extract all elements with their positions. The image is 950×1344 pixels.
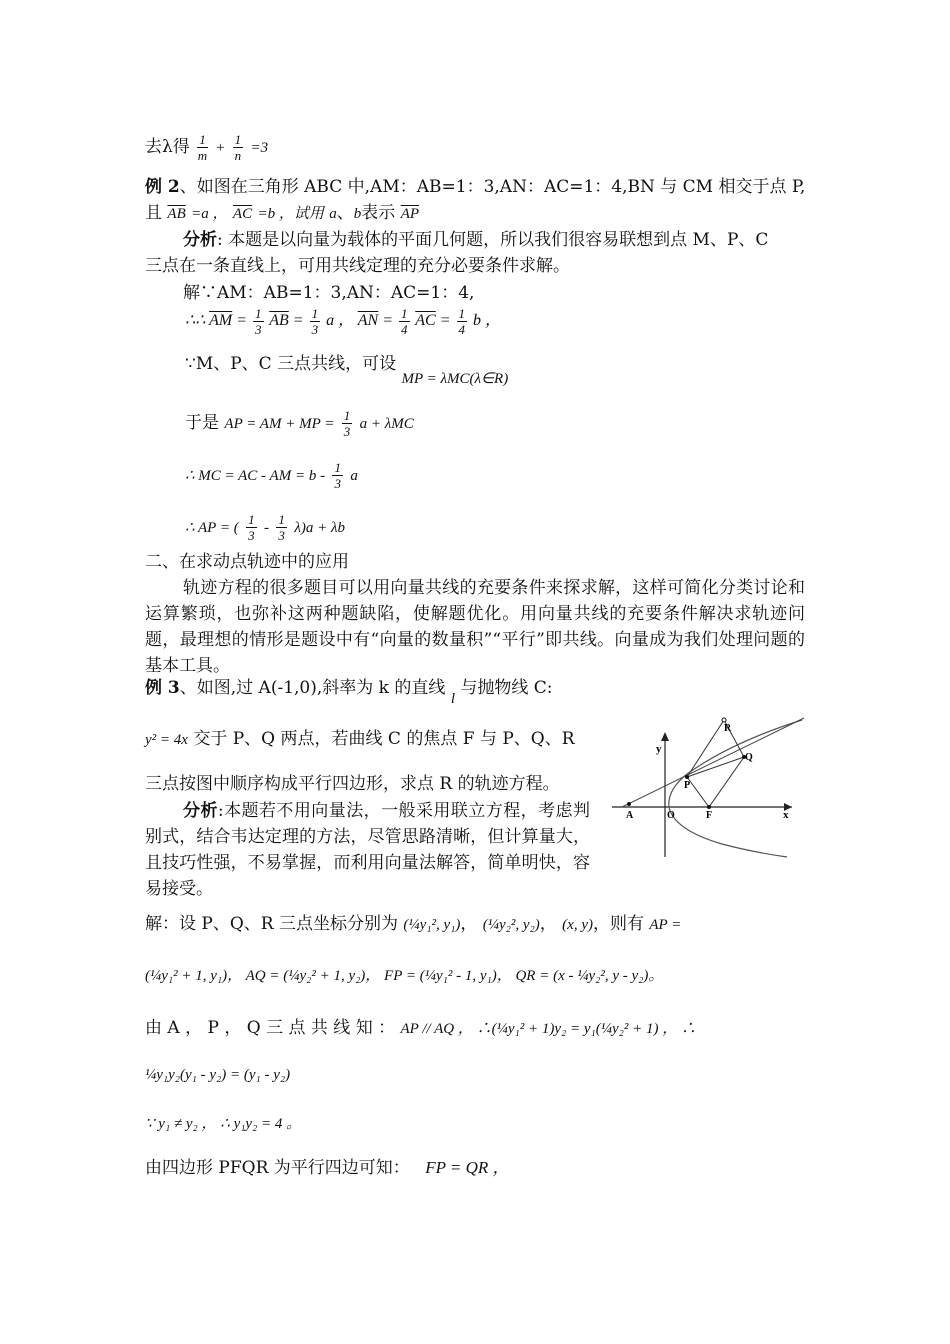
ap-tail: a + λMC <box>359 416 414 432</box>
numerator: 1 <box>199 132 206 147</box>
text-span: 于是 <box>185 413 219 433</box>
denominator: 3 <box>334 476 341 491</box>
solution-text: 由 A ， P ， Q 三 点 共 线 知 ： <box>145 1018 396 1038</box>
equals-3: =3 <box>250 140 269 156</box>
numerator: 1 <box>234 132 242 147</box>
point-p <box>685 775 689 779</box>
denominator: 3 <box>255 322 262 337</box>
separator: 、 <box>336 203 354 223</box>
vector-expressions: (¼y₁² + 1, y₁)， AQ = (¼y₂² + 1, y₂)， FP = (¼y₁² - 1, y₁)， QR = (x - ¼y₂², y - y₂)。 <box>145 968 664 984</box>
solution3-line5 <box>145 1112 301 1136</box>
solution3-line4 <box>145 1063 290 1087</box>
denominator: 3 <box>278 528 285 543</box>
numerator: 1 <box>401 306 408 321</box>
denominator: 3 <box>248 528 255 543</box>
numerator: 1 <box>278 512 285 527</box>
symbol-a: a <box>326 312 335 330</box>
equation-am-an: ∴∴ $\overline{AM}$ = $\frac{1}{3}$ $\overline{AB}$ = $\frac{1}{3}$ a ， $\overline{AN}$ = $\frac{1}{4}$ $\overline{AC}$ = $\frac{1}{4}$ b ， <box>185 306 502 337</box>
denominator: n <box>234 148 242 163</box>
solution-line1 <box>183 281 474 305</box>
mc-expression-line <box>185 460 358 491</box>
paragraph-trajectory <box>145 575 805 679</box>
label-r: R <box>724 723 732 734</box>
collinear-expression: AP // AQ ， ∴(¼y₁² + 1)y₂ = y₁(¼y₂² + 1) ， ∴ <box>400 1021 696 1037</box>
solution-text: 由四边形 PFQR 为平行四边可知： <box>145 1158 410 1178</box>
parabola-equation: y² = 4x <box>145 732 188 748</box>
ap-final-expression: ∴ AP = ( <box>185 520 239 536</box>
point-p-coords: (¼y₁², y₁) <box>403 917 461 933</box>
label-a: A <box>626 810 634 821</box>
section-title: 二、在求动点轨迹中的应用 <box>145 552 349 572</box>
example-label: 例 2 <box>145 177 180 197</box>
line-l <box>622 718 804 807</box>
point-r <box>722 718 726 722</box>
label-p: P <box>684 780 691 791</box>
example-text: 、如图,过 A(-1,0),斜率为 k 的直线 <box>179 678 446 698</box>
point-a <box>627 802 631 806</box>
analysis-text: :本题若不用向量法，一般采用联立方程，考虑判别式，结合韦达定理的方法，尽管思路清晰，但计算量大，且技巧性强，不易掌握，而利用向量法解答，简单明快，容易接受。 <box>145 801 591 899</box>
fraction-1-4 <box>399 306 410 337</box>
text-span: 且 <box>145 203 162 223</box>
section-heading <box>145 550 349 574</box>
result-expression: ∵ y₁ ≠ y₂ ， ∴ y₁y₂ = 4 。 <box>145 1116 302 1132</box>
solution3-line2 <box>145 964 663 988</box>
x-label: x <box>783 809 789 821</box>
ap-final-line: ∴ AP = ( $\frac{1}{3}$ - $\frac{1}{3}$ λ)a + λb <box>185 512 345 543</box>
collinear-text: ∵M、P、C 三点共线，可设 <box>185 354 397 374</box>
equals-a: =a ， <box>191 206 228 222</box>
text-span: 表示 <box>361 203 396 223</box>
analysis-3 <box>145 798 590 902</box>
equals-b: =b ，试用 <box>257 206 324 222</box>
analysis-line1 <box>183 228 768 252</box>
analysis-text: 三点在一条直线上，可用共线定理的充分必要条件求解。 <box>145 256 570 276</box>
line-symbol: l <box>450 691 455 707</box>
product-expression: ¼y₁y₂(y₁ - y₂) = (y₁ - y₂) <box>145 1067 291 1083</box>
numerator: 1 <box>255 306 262 321</box>
plus-sign: + <box>215 140 226 156</box>
parallelogram-pfqr <box>687 720 744 807</box>
solution-text: ，则有 <box>592 914 644 934</box>
vector-an: $\overline{AN}$ <box>357 312 379 330</box>
symbol-b: b <box>473 312 481 330</box>
example-2-line2 <box>145 201 419 226</box>
fraction-1-3 <box>342 408 353 439</box>
label-f: F <box>706 810 713 821</box>
numerator: 1 <box>311 306 319 321</box>
label-o: O <box>667 810 675 821</box>
line-lambda-result <box>145 132 268 163</box>
therefore-symbol: ∴ <box>185 312 196 330</box>
mc-tail: a <box>350 468 358 484</box>
ap-final-tail: λ)a + λb <box>294 520 345 536</box>
point-r-coords: (x, y) <box>562 917 593 933</box>
parabola-figure <box>612 712 812 860</box>
example-2-heading <box>145 175 805 199</box>
analysis-label: 分析 <box>183 801 218 821</box>
analysis-line2 <box>145 254 570 278</box>
vector-ab: $\overline{AB}$ <box>167 206 186 222</box>
vector-am: $\overline{AM}$ <box>209 312 233 330</box>
denominator: 4 <box>458 322 465 337</box>
vector-ab: $\overline{AB}$ <box>269 312 289 330</box>
denominator: 4 <box>401 322 408 337</box>
vector-ap: $\overline{AP}$ <box>400 206 420 222</box>
y-label: y <box>656 743 662 755</box>
analysis-label: 分析 <box>183 230 217 250</box>
fraction-1-m <box>197 132 208 163</box>
ap-expression: AP = AM + MP = <box>224 416 335 432</box>
numerator: 1 <box>458 306 465 321</box>
fraction-1-3 <box>253 306 264 337</box>
ap-expression-line <box>185 408 414 439</box>
text-span: 去λ得 <box>145 137 190 157</box>
label-q: Q <box>745 752 753 763</box>
fraction-1-4 <box>457 306 468 337</box>
vector-ac: $\overline{AC}$ <box>415 312 436 330</box>
example-3-line2 <box>145 727 575 752</box>
example-label: 例 3 <box>145 678 180 698</box>
solution3-line1: 解：设 P、Q、R 三点坐标分别为 (¼y₁², y₁)， (¼y₂², y₂)， (x, y)，则有 AP = <box>145 914 682 934</box>
fraction-1-3 <box>310 306 321 337</box>
fraction-1-3 <box>276 512 287 543</box>
numerator: 1 <box>248 512 255 527</box>
fraction-1-3 <box>246 512 257 543</box>
fraction-1-n <box>233 132 244 163</box>
solution-text: 解∵AM：AB=1：3,AN：AC=1：4, <box>183 283 475 303</box>
example-text: 与抛物线 C: <box>460 678 553 698</box>
symbol-a: a <box>329 206 337 222</box>
vector-ac: $\overline{AC}$ <box>232 206 253 222</box>
solution3-line6 <box>145 1156 510 1180</box>
example-text: 交于 P、Q 两点，若曲线 C 的焦点 F 与 P、Q、R <box>193 729 575 749</box>
mc-expression: ∴ MC = AC - AM = b - <box>185 468 326 484</box>
solution-text: 解：设 P、Q、R 三点坐标分别为 <box>145 914 398 934</box>
example-3-heading <box>145 676 553 707</box>
numerator: 1 <box>334 460 341 475</box>
collinear-line <box>185 352 509 387</box>
denominator: m <box>197 148 208 163</box>
vector-ap: AP = <box>649 917 682 933</box>
y-arrow-icon <box>661 732 669 741</box>
denominator: 3 <box>343 424 351 439</box>
mp-expression: MP = λMC(λ∈R) <box>401 371 509 387</box>
therefore-symbol: ∴ <box>195 312 206 330</box>
solution3-line3 <box>145 1016 696 1041</box>
segment-pq <box>687 757 744 777</box>
point-f <box>707 805 711 809</box>
denominator: 3 <box>311 322 319 337</box>
example-text: 三点按图中顺序构成平行四边形，求点 R 的轨迹方程。 <box>145 774 560 794</box>
fraction-1-3 <box>332 460 343 491</box>
analysis-text: : 本题是以向量为载体的平面几何题，所以我们很容易联想到点 M、P、C <box>217 230 769 250</box>
numerator: 1 <box>343 408 351 423</box>
paragraph-text: 轨迹方程的很多题目可以用向量共线的充要条件来探求解，这样可简化分类讨论和运算繁琐，也弥补这两种题缺陷，使解题优化。用向量共线的充要条件解决求轨迹问题，最理想的情形是题设中有“向量的数量积”“平行”即共线。向量成为我们处理问题的基本工具。 <box>145 578 805 676</box>
example-text: 、如图在三角形 ABC 中,AM：AB=1：3,AN：AC=1：4,BN 与 CM 相交于点 P, <box>179 177 806 197</box>
fp-qr-equation: FP = QR ， <box>425 1158 510 1177</box>
point-q-coords: (¼y₂², y₂) <box>482 917 540 933</box>
example-3-line3 <box>145 772 560 796</box>
symbol-b: b <box>353 206 362 222</box>
